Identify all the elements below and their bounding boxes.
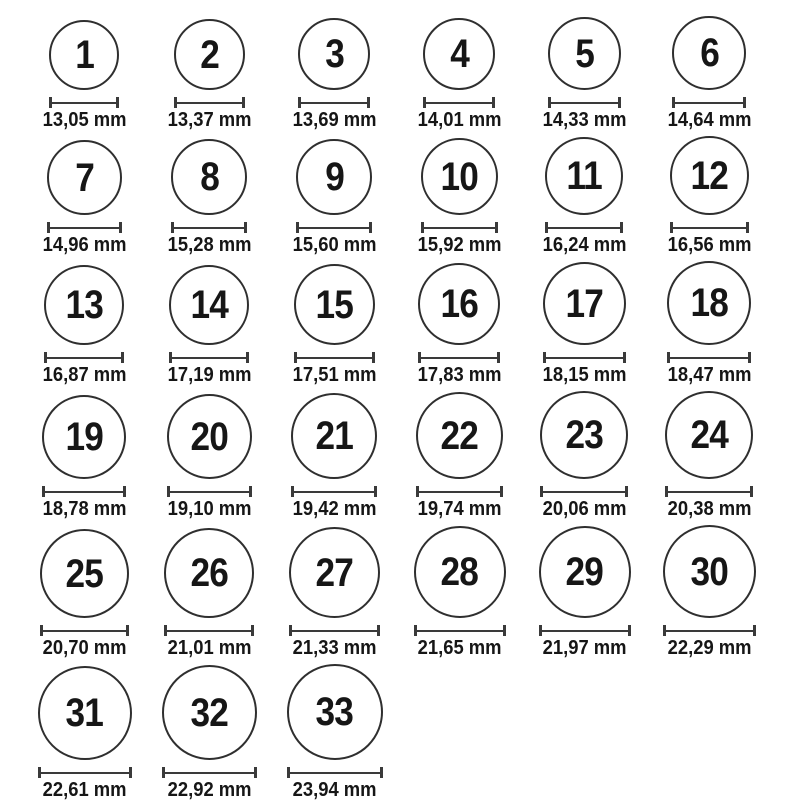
size-circle bbox=[47, 140, 122, 215]
diameter-label: 17,83 mm bbox=[417, 364, 502, 386]
size-circle bbox=[289, 527, 380, 618]
ring-size-item bbox=[39, 529, 130, 659]
size-circle bbox=[543, 262, 626, 345]
size-circle bbox=[44, 265, 124, 345]
size-circle bbox=[548, 17, 621, 90]
diameter-label: 15,60 mm bbox=[292, 234, 377, 256]
ring-size-item bbox=[164, 394, 255, 520]
diameter-dimension-line bbox=[665, 486, 753, 497]
diameter-dimension-line bbox=[287, 767, 383, 778]
ring-size-item bbox=[289, 393, 380, 520]
ring-size-item bbox=[38, 666, 132, 800]
ring-size-item bbox=[164, 265, 255, 386]
diameter-dimension-line bbox=[670, 222, 749, 233]
diameter-dimension-line bbox=[47, 222, 122, 233]
size-number: 15 bbox=[315, 282, 354, 327]
diameter-label: 22,61 mm bbox=[42, 779, 127, 800]
ring-size-item bbox=[39, 395, 130, 520]
ring-size-item bbox=[539, 137, 630, 256]
size-circle bbox=[296, 139, 372, 215]
ring-size-item bbox=[414, 18, 505, 131]
ring-size-item bbox=[39, 20, 130, 131]
size-number: 20 bbox=[190, 414, 229, 459]
ring-size-item bbox=[289, 527, 380, 659]
size-number: 28 bbox=[440, 550, 479, 594]
size-circle bbox=[42, 395, 126, 479]
size-number: 13 bbox=[65, 283, 104, 327]
size-number: 21 bbox=[315, 414, 354, 458]
size-circle bbox=[414, 526, 506, 618]
size-circle bbox=[40, 529, 129, 618]
ring-size-item bbox=[289, 18, 380, 131]
size-number: 31 bbox=[65, 691, 104, 735]
ring-size-item bbox=[664, 391, 755, 520]
size-number: 9 bbox=[325, 155, 344, 199]
ring-size-item bbox=[287, 664, 383, 800]
size-circle bbox=[670, 136, 749, 215]
diameter-dimension-line bbox=[416, 486, 503, 497]
size-number: 32 bbox=[190, 690, 229, 735]
diameter-dimension-line bbox=[162, 767, 257, 778]
diameter-dimension-line bbox=[296, 222, 372, 233]
ring-size-item bbox=[664, 261, 755, 386]
diameter-label: 22,92 mm bbox=[167, 779, 252, 800]
ring-size-item bbox=[162, 665, 257, 800]
size-circle bbox=[416, 392, 503, 479]
size-number: 10 bbox=[440, 154, 479, 199]
diameter-label: 14,96 mm bbox=[42, 234, 127, 256]
diameter-dimension-line bbox=[171, 222, 247, 233]
size-circle bbox=[418, 263, 500, 345]
size-number: 23 bbox=[565, 413, 604, 457]
diameter-dimension-line bbox=[667, 352, 751, 363]
diameter-dimension-line bbox=[423, 97, 495, 108]
size-number: 29 bbox=[565, 550, 604, 594]
diameter-dimension-line bbox=[539, 625, 631, 636]
size-circle bbox=[164, 528, 254, 618]
size-circle bbox=[545, 137, 623, 215]
diameter-label: 18,78 mm bbox=[42, 498, 127, 520]
size-number: 4 bbox=[450, 32, 469, 76]
diameter-dimension-line bbox=[42, 486, 126, 497]
size-circle bbox=[298, 18, 370, 90]
diameter-dimension-line bbox=[289, 625, 380, 636]
diameter-label: 16,24 mm bbox=[542, 234, 627, 256]
diameter-label: 16,56 mm bbox=[667, 234, 752, 256]
diameter-dimension-line bbox=[414, 625, 506, 636]
ring-size-item bbox=[539, 391, 630, 520]
size-circle bbox=[294, 264, 375, 345]
diameter-dimension-line bbox=[540, 486, 628, 497]
diameter-dimension-line bbox=[298, 97, 370, 108]
diameter-label: 21,65 mm bbox=[417, 637, 502, 659]
diameter-label: 15,28 mm bbox=[167, 234, 252, 256]
ring-size-item bbox=[414, 392, 505, 520]
ring-size-item bbox=[39, 140, 130, 256]
size-circle bbox=[171, 139, 247, 215]
diameter-label: 17,19 mm bbox=[167, 364, 252, 386]
size-circle bbox=[421, 138, 498, 215]
size-circle bbox=[162, 665, 257, 760]
diameter-dimension-line bbox=[294, 352, 375, 363]
diameter-dimension-line bbox=[49, 97, 119, 108]
diameter-label: 19,74 mm bbox=[417, 498, 502, 520]
ring-size-item bbox=[539, 262, 630, 386]
diameter-label: 13,37 mm bbox=[167, 109, 252, 131]
ring-size-item bbox=[664, 16, 755, 131]
ring-size-item bbox=[164, 139, 255, 256]
diameter-dimension-line bbox=[291, 486, 377, 497]
size-number: 30 bbox=[690, 549, 729, 594]
ring-size-item bbox=[414, 263, 505, 386]
diameter-dimension-line bbox=[418, 352, 500, 363]
ring-size-item bbox=[414, 526, 506, 659]
size-number: 17 bbox=[565, 281, 604, 326]
size-circle bbox=[540, 391, 628, 479]
diameter-dimension-line bbox=[543, 352, 626, 363]
size-circle bbox=[174, 19, 245, 90]
diameter-label: 22,29 mm bbox=[667, 637, 752, 659]
size-circle bbox=[672, 16, 746, 90]
ring-size-item bbox=[664, 136, 755, 256]
diameter-dimension-line bbox=[38, 767, 132, 778]
ring-size-item bbox=[164, 19, 255, 131]
size-circle bbox=[291, 393, 377, 479]
diameter-label: 23,94 mm bbox=[292, 779, 377, 800]
size-number: 3 bbox=[325, 32, 344, 76]
size-circle bbox=[287, 664, 383, 760]
size-number: 14 bbox=[190, 283, 229, 327]
size-number: 1 bbox=[75, 33, 94, 77]
size-number: 22 bbox=[440, 413, 479, 458]
diameter-label: 21,33 mm bbox=[292, 637, 377, 659]
ring-size-item bbox=[663, 525, 756, 659]
diameter-label: 19,10 mm bbox=[167, 498, 252, 520]
ring-size-item bbox=[289, 264, 380, 386]
size-number: 12 bbox=[690, 153, 729, 198]
size-number: 6 bbox=[700, 31, 719, 75]
ring-size-item bbox=[164, 528, 255, 659]
size-number: 16 bbox=[440, 282, 479, 326]
size-number: 18 bbox=[690, 281, 729, 325]
diameter-label: 19,42 mm bbox=[292, 498, 377, 520]
size-number: 33 bbox=[315, 690, 354, 734]
size-number: 27 bbox=[315, 550, 354, 595]
ring-size-item bbox=[39, 265, 130, 386]
ring-size-item bbox=[414, 138, 505, 256]
size-number: 19 bbox=[65, 415, 104, 459]
diameter-label: 17,51 mm bbox=[292, 364, 377, 386]
diameter-label: 20,70 mm bbox=[42, 637, 127, 659]
diameter-dimension-line bbox=[548, 97, 621, 108]
diameter-dimension-line bbox=[40, 625, 129, 636]
diameter-dimension-line bbox=[545, 222, 623, 233]
size-number: 5 bbox=[575, 31, 594, 76]
size-number: 2 bbox=[200, 32, 219, 77]
size-number: 26 bbox=[190, 551, 229, 595]
size-circle bbox=[539, 526, 631, 618]
diameter-dimension-line bbox=[169, 352, 249, 363]
size-circle bbox=[167, 394, 252, 479]
size-circle bbox=[38, 666, 132, 760]
size-number: 25 bbox=[65, 551, 104, 596]
ring-size-item bbox=[539, 526, 631, 659]
size-number: 11 bbox=[566, 154, 603, 198]
diameter-label: 15,92 mm bbox=[417, 234, 502, 256]
diameter-label: 18,47 mm bbox=[667, 364, 752, 386]
diameter-label: 13,05 mm bbox=[42, 109, 127, 131]
size-circle bbox=[667, 261, 751, 345]
size-circle bbox=[663, 525, 756, 618]
diameter-label: 16,87 mm bbox=[42, 364, 127, 386]
ring-size-item bbox=[289, 139, 380, 256]
diameter-label: 13,69 mm bbox=[292, 109, 377, 131]
size-number: 24 bbox=[690, 413, 729, 457]
size-number: 8 bbox=[200, 155, 219, 199]
size-circle bbox=[49, 20, 119, 90]
diameter-dimension-line bbox=[672, 97, 746, 108]
diameter-label: 14,33 mm bbox=[542, 109, 627, 131]
diameter-dimension-line bbox=[164, 625, 254, 636]
diameter-dimension-line bbox=[421, 222, 498, 233]
diameter-dimension-line bbox=[174, 97, 245, 108]
diameter-label: 20,38 mm bbox=[667, 498, 752, 520]
diameter-label: 21,01 mm bbox=[167, 637, 252, 659]
diameter-label: 14,64 mm bbox=[667, 109, 752, 131]
size-circle bbox=[423, 18, 495, 90]
diameter-label: 18,15 mm bbox=[542, 364, 627, 386]
size-circle bbox=[665, 391, 753, 479]
diameter-label: 14,01 mm bbox=[417, 109, 502, 131]
diameter-dimension-line bbox=[663, 625, 756, 636]
diameter-label: 21,97 mm bbox=[542, 637, 627, 659]
size-circle bbox=[169, 265, 249, 345]
ring-size-item bbox=[539, 17, 630, 131]
diameter-label: 20,06 mm bbox=[542, 498, 627, 520]
size-number: 7 bbox=[75, 155, 94, 200]
diameter-dimension-line bbox=[167, 486, 252, 497]
diameter-dimension-line bbox=[44, 352, 124, 363]
